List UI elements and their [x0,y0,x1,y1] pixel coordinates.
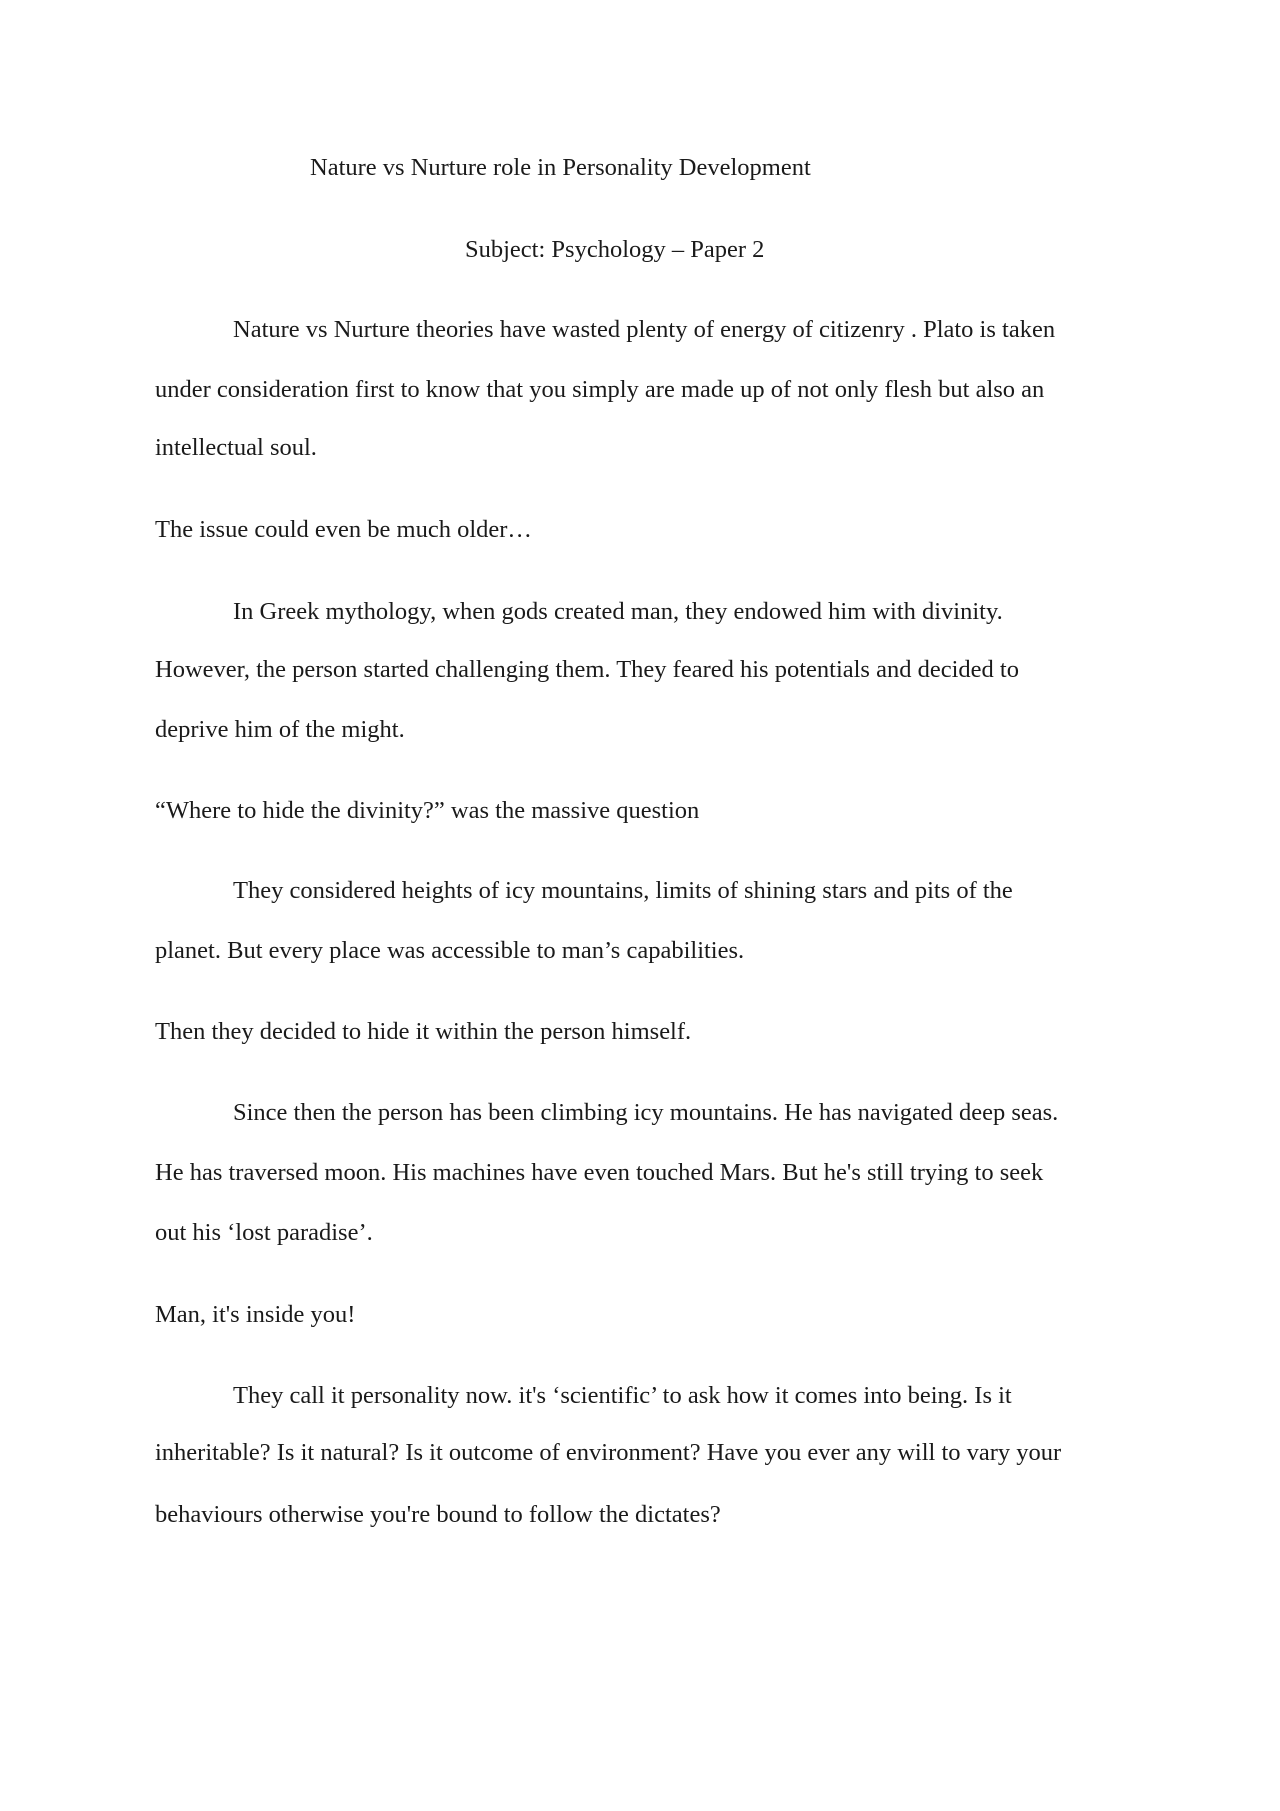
paragraph-line: The issue could even be much older… [155,516,532,543]
document-title: Nature vs Nurture role in Personality Development [310,154,811,181]
paragraph-line: However, the person started challenging them. They feared his potentials and decided to [155,656,1019,683]
paragraph-line: In Greek mythology, when gods created man, they endowed him with divinity. [233,598,1003,625]
paragraph-line: They considered heights of icy mountains, limits of shining stars and pits of the [233,877,1013,904]
paragraph-line: out his ‘lost paradise’. [155,1219,373,1246]
paragraph-line: planet. But every place was accessible to man’s capabilities. [155,937,745,964]
paragraph-line: Man, it's inside you! [155,1301,356,1328]
paragraph-line: “Where to hide the divinity?” was the massive question [155,797,700,824]
paragraph-line: They call it personality now. it's ‘scientific’ to ask how it comes into being. Is it [233,1382,1012,1409]
paragraph-line: inheritable? Is it natural? Is it outcome of environment? Have you ever any will to vary your [155,1439,1062,1466]
paragraph-line: Since then the person has been climbing icy mountains. He has navigated deep seas. [233,1099,1059,1126]
document-subtitle: Subject: Psychology – Paper 2 [465,236,765,263]
paragraph-line: behaviours otherwise you're bound to follow the dictates? [155,1501,721,1528]
paragraph-line: intellectual soul. [155,434,317,461]
paragraph-line: Nature vs Nurture theories have wasted plenty of energy of citizenry . Plato is taken [233,316,1056,343]
paragraph-line: He has traversed moon. His machines have even touched Mars. But he's still trying to seek [155,1159,1044,1186]
paragraph-line: under consideration first to know that you simply are made up of not only flesh but also an [155,376,1045,403]
paragraph-line: Then they decided to hide it within the person himself. [155,1018,692,1045]
paragraph-line: deprive him of the might. [155,716,405,743]
